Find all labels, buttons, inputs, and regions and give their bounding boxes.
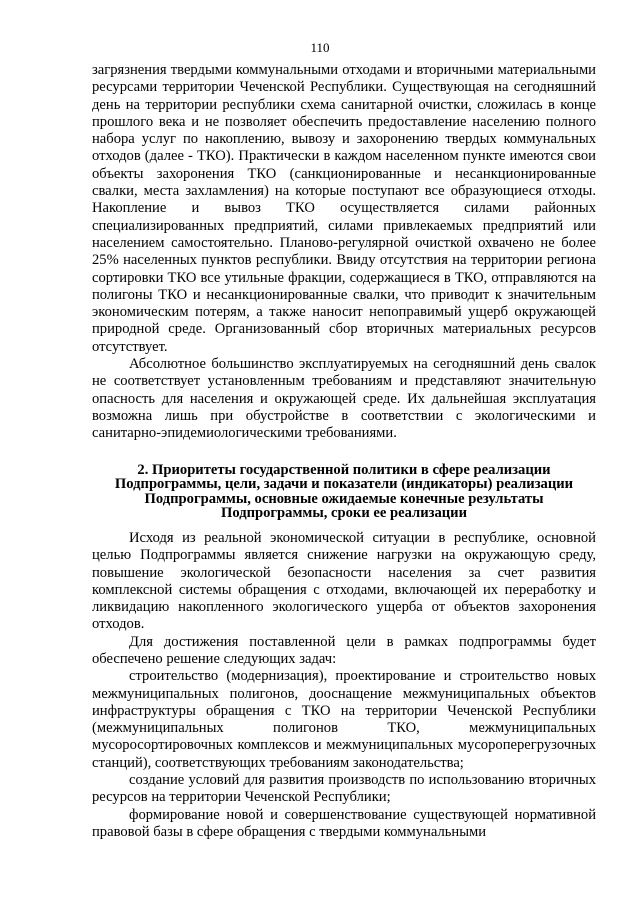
body-paragraph-2: Абсолютное большинство эксплуатируемых на сегодняшний день свалок не соответствует установленным требованиям и представляют значительную опасность для населения и окружающей среде. Их дальнейшая эксплуатация возможна лишь при обустройстве в соответствии с экологическими и санитарно-эпидемиологическими требованиями. [92,356,596,442]
body-paragraph-1: загрязнения твердыми коммунальными отходами и вторичными материальными ресурсами территории Чеченской Республики. Существующая на сегодняшний день на территории республики схема санитарной очистки, сложилась в конце прошлого века и не позволяет обеспечить предоставление населению полного набора услуг по накоплению, вывозу и захоронению твердых коммунальных отходов (далее - ТКО). Практически в каждом населенном пункте имеются свои объекты захоронения ТКО (санкционированные и несанкционированные свалки, места захламления) на которые поступают все образующиеся отходы. Накопление и вывоз ТКО осуществляется силами районных специализированных предприятий, силами привлекаемых предприятий или населением самостоятельно. Планово-регулярной очисткой охвачено не более 25% населенных пунктов республики. Ввиду отсутствия на территории региона сортировки ТКО все утильные фракции, содержащиеся в ТКО, отправляются на полигоны ТКО и несанкционированные свалки, что приводит к значительным экономическим потерям, а также наносит непоправимый ущерб окружающей природной среде. Организованный сбор вторичных материальных ресурсов отсутствует. [92,62,596,355]
task-item-1: строительство (модернизация), проектирование и строительство новых межмуниципальных полигонов, дооснащение межмуниципальных объектов инфраструктуры обращения с ТКО на территории Чеченской Республики (межмуниципальных полигонов ТКО, межмуниципальных мусоросортировочных комплексов и межмуниципальных мусороперегрузочных станций), соответствующих требованиям законодательства; [92,668,596,771]
section-heading: 2. Приоритеты государственной политики в сфере реализации Подпрограммы, цели, задачи и показатели (индикаторы) реализации Подпрограммы, основные ожидаемые конечные результаты Подпрограммы, сроки ее реализации [114,461,574,522]
task-item-2: создание условий для развития производств по использованию вторичных ресурсов на территории Чеченской Республики; [92,772,596,806]
body-paragraph-4: Для достижения поставленной цели в рамках подпрограммы будет обеспечено решение следующих задач: [92,633,596,667]
page-number: 110 [310,40,330,55]
page-content [92,62,596,841]
body-paragraph-3: Исходя из реальной экономической ситуации в республике, основной целью Подпрограммы является снижение нагрузки на окружающую среду, повышение экологической безопасности населения за счет развития комплексной системы обращения с отходами, включающей их переработку и ликвидацию накопленного экологического ущерба от объектов захоронения отходов. [92,529,596,633]
task-item-3: формирование новой и совершенствование существующей нормативной правовой базы в сфере обращения с твердыми коммунальными [92,806,596,840]
